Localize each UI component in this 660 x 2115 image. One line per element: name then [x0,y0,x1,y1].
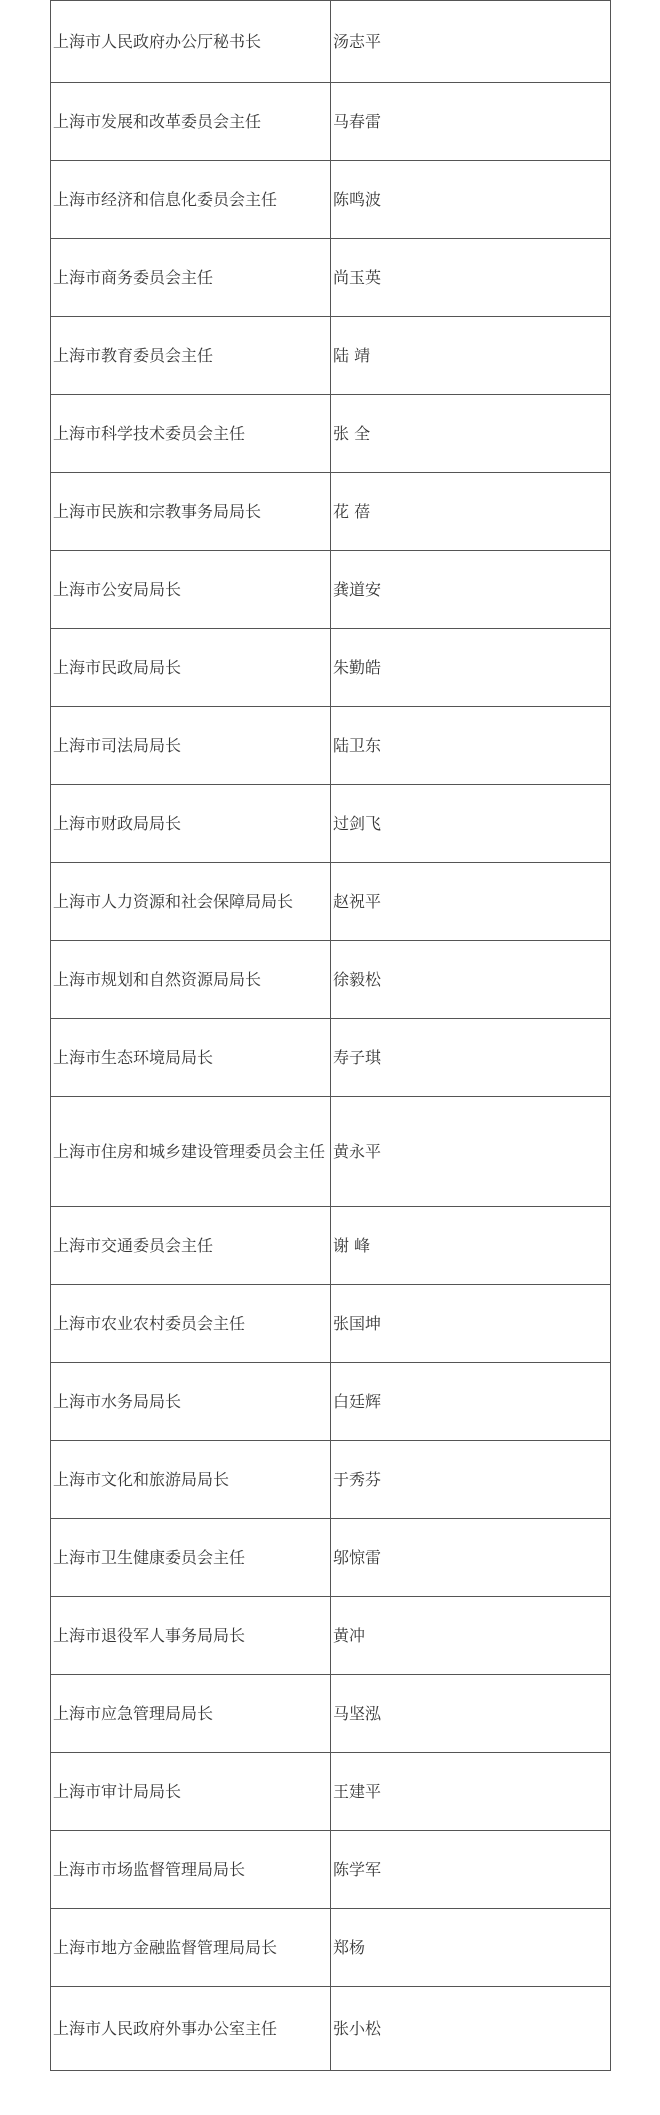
table-row [51,1,611,83]
appointment-table-body [51,1,611,2071]
name-cell: 谢 峰 [331,1207,611,1285]
table-row [51,1441,611,1519]
position-cell: 上海市生态环境局局长 [51,1019,331,1097]
position-cell: 上海市文化和旅游局局长 [51,1441,331,1519]
table-row [51,1831,611,1909]
table-row [51,629,611,707]
position-cell: 上海市民族和宗教事务局局长 [51,473,331,551]
table-row [51,1519,611,1597]
position-cell: 上海市公安局局长 [51,551,331,629]
name-cell: 陈学军 [331,1831,611,1909]
table-row [51,83,611,161]
name-cell: 尚玉英 [331,239,611,317]
name-cell: 过剑飞 [331,785,611,863]
table-row [51,395,611,473]
position-cell: 上海市司法局局长 [51,707,331,785]
name-cell: 马春雷 [331,83,611,161]
name-cell: 寿子琪 [331,1019,611,1097]
appointment-table [50,0,611,2071]
table-row [51,1285,611,1363]
table-row [51,707,611,785]
name-cell: 张国坤 [331,1285,611,1363]
name-cell: 白廷辉 [331,1363,611,1441]
position-cell: 上海市教育委员会主任 [51,317,331,395]
position-cell: 上海市民政局局长 [51,629,331,707]
table-row [51,1675,611,1753]
table-row [51,239,611,317]
name-cell: 朱勤皓 [331,629,611,707]
position-cell: 上海市水务局局长 [51,1363,331,1441]
table-row [51,1363,611,1441]
position-cell: 上海市交通委员会主任 [51,1207,331,1285]
table-row [51,161,611,239]
position-cell: 上海市应急管理局局长 [51,1675,331,1753]
name-cell: 马坚泓 [331,1675,611,1753]
table-row [51,1753,611,1831]
name-cell: 王建平 [331,1753,611,1831]
table-row [51,1097,611,1207]
position-cell: 上海市发展和改革委员会主任 [51,83,331,161]
position-cell: 上海市规划和自然资源局局长 [51,941,331,1019]
table-row [51,785,611,863]
table-row [51,317,611,395]
table-row [51,1019,611,1097]
name-cell: 邬惊雷 [331,1519,611,1597]
name-cell: 龚道安 [331,551,611,629]
position-cell: 上海市经济和信息化委员会主任 [51,161,331,239]
position-cell: 上海市卫生健康委员会主任 [51,1519,331,1597]
table-row [51,1909,611,1987]
position-cell: 上海市人民政府外事办公室主任 [51,1987,331,2071]
position-cell: 上海市市场监督管理局局长 [51,1831,331,1909]
table-row [51,863,611,941]
table-row [51,551,611,629]
table-row [51,473,611,551]
name-cell: 花 蓓 [331,473,611,551]
position-cell: 上海市财政局局长 [51,785,331,863]
position-cell: 上海市商务委员会主任 [51,239,331,317]
name-cell: 赵祝平 [331,863,611,941]
name-cell: 张 全 [331,395,611,473]
name-cell: 郑杨 [331,1909,611,1987]
table-row [51,1597,611,1675]
position-cell: 上海市人民政府办公厅秘书长 [51,1,331,83]
name-cell: 陆 靖 [331,317,611,395]
name-cell: 黄永平 [331,1097,611,1207]
position-cell: 上海市人力资源和社会保障局局长 [51,863,331,941]
position-cell: 上海市地方金融监督管理局局长 [51,1909,331,1987]
name-cell: 陈鸣波 [331,161,611,239]
table-row [51,941,611,1019]
name-cell: 黄冲 [331,1597,611,1675]
name-cell: 陆卫东 [331,707,611,785]
position-cell: 上海市科学技术委员会主任 [51,395,331,473]
position-cell: 上海市退役军人事务局局长 [51,1597,331,1675]
name-cell: 于秀芬 [331,1441,611,1519]
name-cell: 张小松 [331,1987,611,2071]
name-cell: 汤志平 [331,1,611,83]
position-cell: 上海市审计局局长 [51,1753,331,1831]
table-row [51,1987,611,2071]
position-cell: 上海市农业农村委员会主任 [51,1285,331,1363]
table-row [51,1207,611,1285]
position-cell: 上海市住房和城乡建设管理委员会主任 [51,1097,331,1207]
name-cell: 徐毅松 [331,941,611,1019]
